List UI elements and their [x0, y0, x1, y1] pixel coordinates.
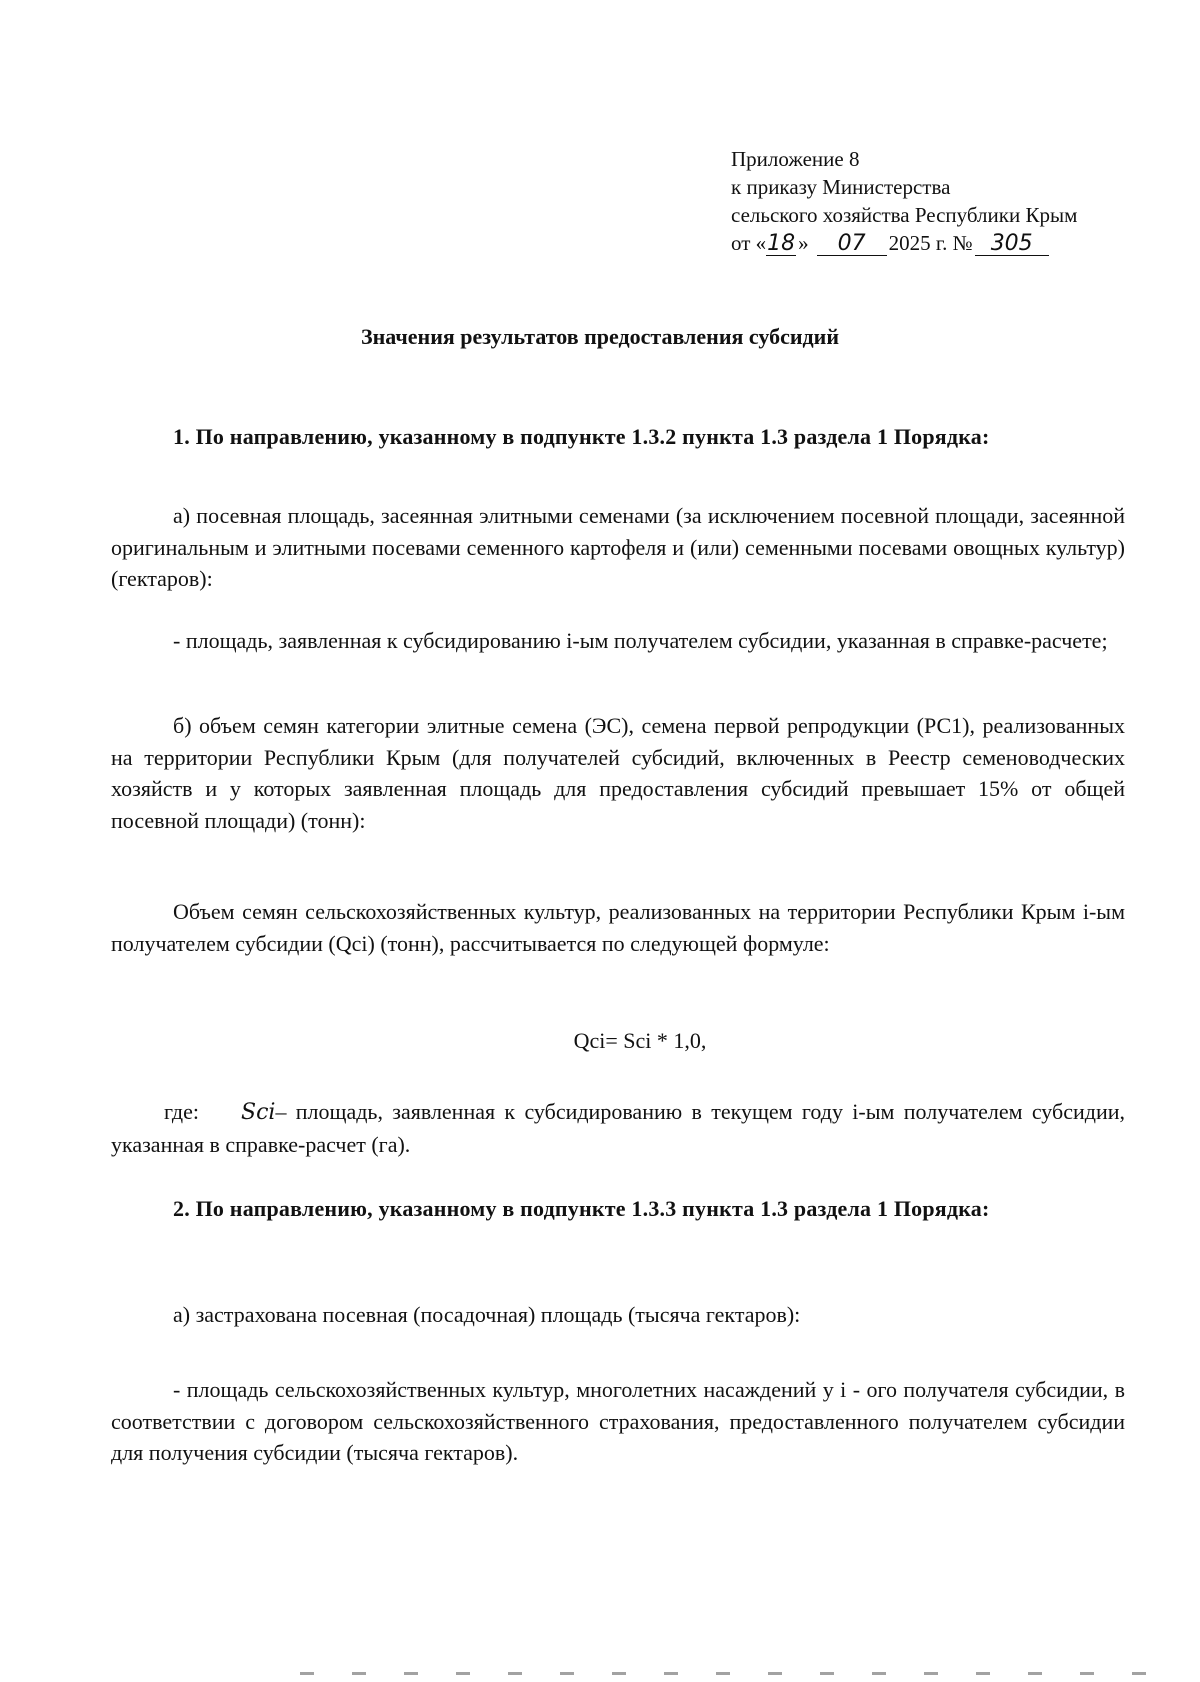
section-2-item-a-sub	[111, 1374, 1125, 1469]
appendix-ministry: сельского хозяйства Республики Крым	[731, 203, 1078, 227]
date-prefix: от «	[731, 231, 767, 255]
section-1-heading	[111, 421, 1125, 453]
section-1-heading-text: 1. По направлению, указанному в подпункте 1.3.2 пункта 1.3 раздела 1 Порядка:	[173, 424, 990, 449]
appendix-number: Приложение 8	[731, 147, 860, 171]
handwritten-order-number: 305	[975, 233, 1049, 256]
formula-legend	[111, 1096, 1125, 1161]
handwritten-day: 18	[767, 231, 796, 256]
appendix-date-line	[731, 229, 1151, 257]
section-1-item-a-sub	[111, 625, 1125, 657]
where-symbol: Sci	[241, 1100, 276, 1125]
appendix-order-ref: к приказу Министерства	[731, 175, 951, 199]
section-1-item-b-text: б) объем семян категории элитные семена (ЭС), семена первой репродукции (РС1), реализованных на территории Республики Крым (для получателей субсидий, включенных в Реестр семеноводческих хозяйств и у которых заявленная площадь для предоставления субсидий превышает 15% от общей посевной площади) (тонн):	[111, 713, 1125, 833]
section-1-item-a-text: а) посевная площадь, засеянная элитными семенами (за исключением посевной площади, засеянной оригинальным и элитными посевами семенного картофеля и (или) семенными посевами овощных культур) (гектаров):	[111, 503, 1125, 591]
section-2-heading	[111, 1193, 1125, 1225]
section-2-heading-text: 2. По направлению, указанному в подпункте 1.3.3 пункта 1.3 раздела 1 Порядка:	[173, 1196, 990, 1221]
date-quote-close: »	[798, 231, 809, 255]
section-2-item-a-sub-text: - площадь сельскохозяйственных культур, многолетних насаждений у i - ого получателя субсидии, в соответствии с договором сельскохозяйственного страхования, предоставленного получателем субсидии для получения субсидии (тысяча гектаров).	[111, 1377, 1125, 1465]
handwritten-month: 07	[817, 233, 887, 256]
section-2-item-a	[111, 1299, 1125, 1331]
section-1-item-b	[111, 710, 1125, 836]
where-text: – площадь, заявленная к субсидированию в текущем году i-ым получателем субсидии, указанная в справке-расчет (га).	[111, 1099, 1125, 1157]
formula-qci: Qci= Sci * 1,0,	[573, 1028, 707, 1053]
document-title: Значения результатов предоставления субсидий	[360, 324, 840, 349]
volume-formula-intro-text: Объем семян сельскохозяйственных культур, реализованных на территории Республики Крым i-ым получателем субсидии (Qci) (тонн), рассчитывается по следующей формуле:	[111, 899, 1125, 956]
section-1-item-a-sub-text: - площадь, заявленная к субсидированию i-ым получателем субсидии, указанная в справке-расчете;	[173, 628, 1108, 653]
date-year: 2025 г. №	[888, 231, 973, 255]
where-label: где:	[164, 1099, 199, 1124]
appendix-header	[731, 145, 1151, 257]
volume-formula-intro	[111, 896, 1125, 959]
scan-edge-marks	[300, 1672, 1160, 1675]
section-1-item-a	[111, 500, 1125, 595]
section-2-item-a-text: а) застрахована посевная (посадочная) площадь (тысяча гектаров):	[173, 1302, 801, 1327]
